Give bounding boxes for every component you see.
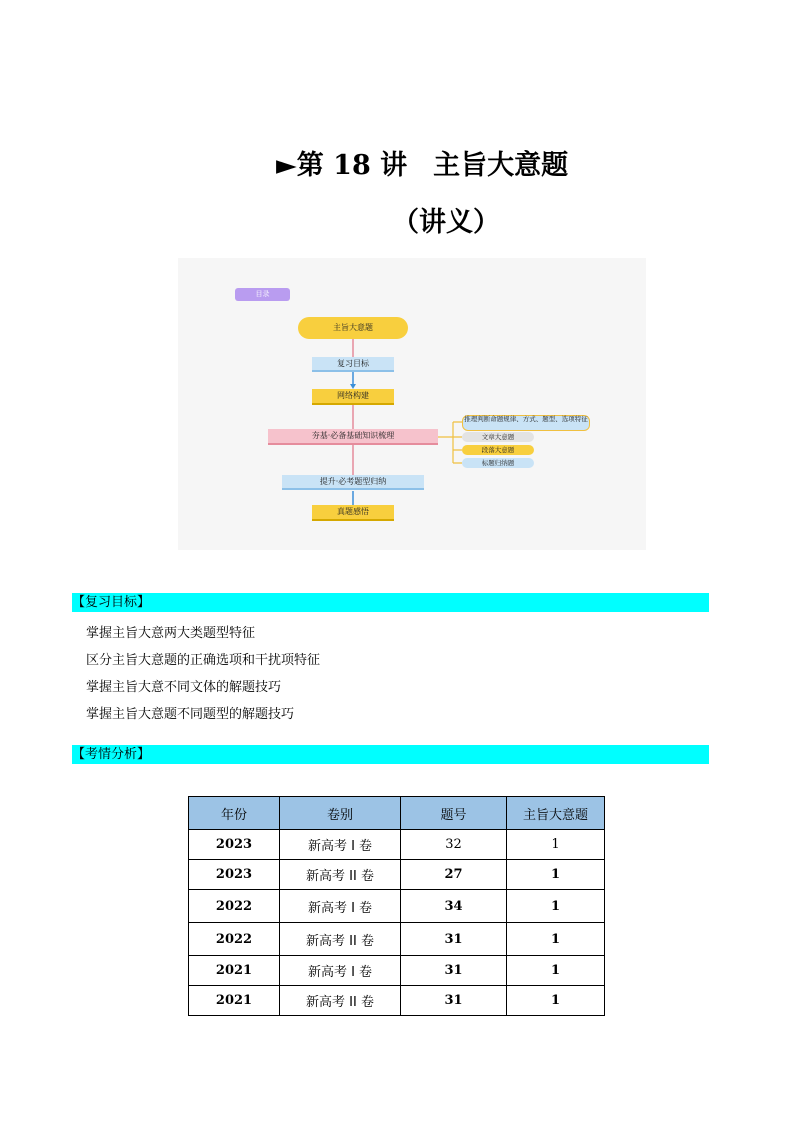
table-row xyxy=(189,923,605,956)
mindmap-leaf-title: 标题归纳题 xyxy=(462,458,534,468)
cell-year: 2021 xyxy=(189,956,280,986)
mindmap-tag: 目录 xyxy=(235,288,290,301)
goal-item: 掌握主旨大意两大类题型特征 xyxy=(86,626,256,641)
cell-count: 1 xyxy=(507,956,605,986)
table-row xyxy=(189,860,605,890)
cell-question-no: 27 xyxy=(401,860,507,890)
mindmap-node-network: 网络构建 xyxy=(312,389,394,405)
cell-paper: 新高考 I 卷 xyxy=(280,890,401,923)
lecture-subtitle: （讲义） xyxy=(392,207,500,238)
mindmap-node-review-goals: 复习目标 xyxy=(312,357,394,372)
cell-question-no: 31 xyxy=(401,956,507,986)
cell-count: 1 xyxy=(507,923,605,956)
cell-year: 2021 xyxy=(189,986,280,1016)
goal-item: 掌握主旨大意不同文体的解题技巧 xyxy=(86,680,282,695)
mindmap-node-real-questions: 真题感悟 xyxy=(312,505,394,521)
header-paper: 卷别 xyxy=(280,797,401,830)
lecture-title xyxy=(0,143,794,187)
cell-paper: 新高考 I 卷 xyxy=(280,956,401,986)
mindmap-node-question-types: 提升·必考题型归纳 xyxy=(282,475,424,490)
contents-mindmap xyxy=(178,258,646,550)
lecture-topic: 主旨大意题 xyxy=(433,150,569,181)
cell-year: 2022 xyxy=(189,923,280,956)
cell-question-no: 32 xyxy=(401,830,507,860)
exam-analysis-heading: 【考情分析】 xyxy=(72,745,709,764)
cell-count: 1 xyxy=(507,860,605,890)
mindmap-leaf-paragraph: 段落大意题 xyxy=(462,445,534,455)
table-row xyxy=(189,956,605,986)
lecture-number: ►第 18 讲 xyxy=(276,150,408,181)
cell-year: 2022 xyxy=(189,890,280,923)
cell-question-no: 31 xyxy=(401,923,507,956)
table-row xyxy=(189,830,605,860)
header-question-no: 题号 xyxy=(401,797,507,830)
review-goals-heading: 【复习目标】 xyxy=(72,593,709,612)
mindmap-node-basics: 夯基·必备基础知识梳理 xyxy=(268,429,438,445)
header-year: 年份 xyxy=(189,797,280,830)
table-row xyxy=(189,986,605,1016)
cell-count: 1 xyxy=(507,986,605,1016)
exam-stats-table xyxy=(188,796,605,1016)
cell-question-no: 31 xyxy=(401,986,507,1016)
cell-paper: 新高考 II 卷 xyxy=(280,986,401,1016)
cell-paper: 新高考 I 卷 xyxy=(280,830,401,860)
cell-year: 2023 xyxy=(189,830,280,860)
mindmap-root: 主旨大意题 xyxy=(298,317,408,339)
mindmap-leaf-rules: 推理判断命题规律、方式、题型、选项特征 xyxy=(462,415,590,431)
header-main-idea: 主旨大意题 xyxy=(507,797,605,830)
table-row xyxy=(189,890,605,923)
cell-year: 2023 xyxy=(189,860,280,890)
cell-count: 1 xyxy=(507,890,605,923)
cell-question-no: 34 xyxy=(401,890,507,923)
mindmap-connectors xyxy=(178,258,646,550)
cell-count: 1 xyxy=(507,830,605,860)
cell-paper: 新高考 II 卷 xyxy=(280,923,401,956)
table-header-row xyxy=(189,797,605,830)
cell-paper: 新高考 II 卷 xyxy=(280,860,401,890)
goal-item: 区分主旨大意题的正确选项和干扰项特征 xyxy=(86,653,321,668)
mindmap-leaf-passage: 文章大意题 xyxy=(462,432,534,442)
goal-item: 掌握主旨大意题不同题型的解题技巧 xyxy=(86,707,295,722)
